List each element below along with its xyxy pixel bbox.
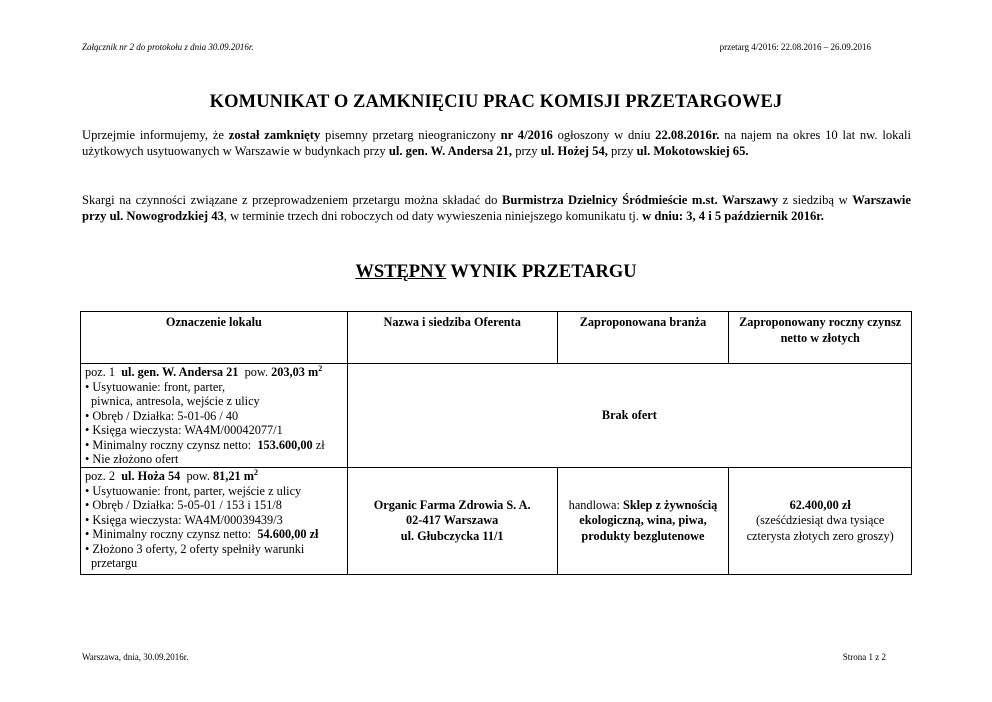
text-bold: 22.08.2016r. xyxy=(655,128,720,142)
text: handlowa: xyxy=(568,497,623,512)
bidder-city: 02-417 Warszawa xyxy=(405,513,499,528)
header-left: Załącznik nr 2 do protokołu z dnia 30.09.2016r. xyxy=(82,42,254,52)
branch-cell xyxy=(557,468,729,575)
text: , w terminie trzech dni roboczych od daty wywieszenia niniejszego komunikatu tj. xyxy=(223,209,643,224)
document-title: KOMUNIKAT O ZAMKNIĘCIU PRAC KOMISJI PRZETARGOWEJ xyxy=(209,92,783,112)
text-bold: ul. Hożej 54, xyxy=(540,144,608,159)
text-bold: Warszawie przy ul. Nowogrodzkiej 43 xyxy=(82,193,912,224)
text-sup: 2 xyxy=(254,467,259,477)
text: na najem na okres 10 lat nw. lokali użytkowych usytuowanych w Warszawie w budynkach przy xyxy=(82,128,912,159)
text: • Minimalny roczny czynsz netto: xyxy=(85,437,252,452)
header-right: przetarg 4/2016: 22.08.2016 – 26.09.2016 xyxy=(719,42,871,52)
col-header-czynsz: Zaproponowany roczny czynsz netto w złotych xyxy=(729,312,912,364)
section-title-underlined: WSTĘPNY xyxy=(355,262,447,282)
text-bold: ul. gen. W. Andersa 21, xyxy=(388,144,513,159)
text-bold: nr 4/2016 xyxy=(500,128,553,142)
rent-value: 62.400,00 zł xyxy=(789,497,851,512)
text-bold: 81,21 m xyxy=(213,469,255,483)
paragraph-announcement xyxy=(82,127,911,160)
text-bold: ul. Mokotowskiej 65. xyxy=(636,144,749,159)
text: ogłoszony w dniu xyxy=(552,128,656,142)
bidder-street: ul. Głubczycka 11/1 xyxy=(400,528,504,543)
lokal-line: piwnica, antresola, wejście z ulicy xyxy=(91,394,260,408)
text-bold: produkty bezglutenowe xyxy=(581,528,705,543)
lokal-line xyxy=(85,527,343,542)
text-bold: Sklep z żywnością xyxy=(622,497,718,512)
paragraph-complaints xyxy=(82,192,911,225)
text-bold: Brak ofert xyxy=(601,407,657,422)
lokal-cell xyxy=(81,468,348,575)
rent-words: (sześćdziesiąt dwa tysiące xyxy=(755,513,885,528)
text-bold: został zamknięty xyxy=(228,128,321,142)
lokal-line: • Usytuowanie: front, parter, xyxy=(85,379,226,394)
text: z siedzibą w xyxy=(778,193,853,207)
text-bold: w dniu: 3, 4 i 5 październik 2016r. xyxy=(642,209,824,224)
section-title xyxy=(0,262,992,283)
lokal-line: • Obręb / Działka: 5-05-01 / 153 i 151/8 xyxy=(85,498,282,512)
text: • Minimalny roczny czynsz netto: xyxy=(85,527,252,541)
lokal-line: • Księga wieczysta: WA4M/00042077/1 xyxy=(85,423,283,437)
lokal-line: • Nie złożono ofert xyxy=(85,452,179,466)
table-header-row xyxy=(81,312,912,364)
text-bold: ul. gen. W. Andersa 21 xyxy=(121,365,239,379)
text-bold: 153.600,00 xyxy=(257,437,313,452)
text-bold: 54.600,00 zł xyxy=(257,527,319,541)
lokal-line: • Złożono 3 oferty, 2 oferty spełniły warunki xyxy=(85,541,305,556)
lokal-line xyxy=(85,438,343,453)
text: Uprzejmie informujemy, że xyxy=(82,128,229,142)
col-header-lokal: Oznaczenie lokalu xyxy=(81,312,348,364)
text-sup: 2 xyxy=(318,363,323,373)
text-bold: 203,03 m xyxy=(271,365,319,379)
text: pow. xyxy=(186,469,210,483)
no-offers-cell xyxy=(347,364,911,468)
rent-words: czterysta złotych zero groszy) xyxy=(746,528,894,543)
lokal-cell xyxy=(81,364,348,468)
bidder-name: Organic Farma Zdrowia S. A. xyxy=(373,497,531,512)
text: poz. 1 xyxy=(85,365,116,379)
lokal-title xyxy=(85,469,343,484)
text: poz. 2 xyxy=(85,469,116,483)
text-bold: ekologiczną, wina, piwa, xyxy=(579,513,707,528)
page-number: Strona 1 z 2 xyxy=(842,652,886,662)
rent-cell xyxy=(729,468,912,575)
text: zł xyxy=(315,437,325,452)
lokal-line: przetargu xyxy=(91,556,138,570)
section-title-rest: WYNIK PRZETARGU xyxy=(446,262,637,282)
text-bold: Burmistrza Dzielnicy Śródmieście m.st. Warszawy xyxy=(501,193,779,207)
col-header-branza: Zaproponowana branża xyxy=(557,312,729,364)
lokal-line: • Obręb / Działka: 5-01-06 / 40 xyxy=(85,408,239,423)
table-row xyxy=(81,364,912,468)
footer-left: Warszawa, dnia, 30.09.2016r. xyxy=(82,652,189,662)
lokal-line: • Księga wieczysta: WA4M/00039439/3 xyxy=(85,512,283,527)
lokal-title xyxy=(85,365,343,380)
text: pow. xyxy=(244,365,269,379)
text-bold: ul. Hoża 54 xyxy=(121,469,181,483)
results-table xyxy=(80,311,912,575)
table-row xyxy=(81,468,912,575)
text: przy xyxy=(607,144,637,159)
lokal-line: • Usytuowanie: front, parter, wejście z ulicy xyxy=(85,483,302,498)
bidder-cell xyxy=(347,468,557,575)
text: pisemny przetarg nieograniczony xyxy=(320,128,501,142)
text: Skargi na czynności związane z przeprowadzeniem przetargu można składać do xyxy=(82,193,502,207)
col-header-oferent: Nazwa i siedziba Oferenta xyxy=(347,312,557,364)
text: przy xyxy=(512,144,541,159)
